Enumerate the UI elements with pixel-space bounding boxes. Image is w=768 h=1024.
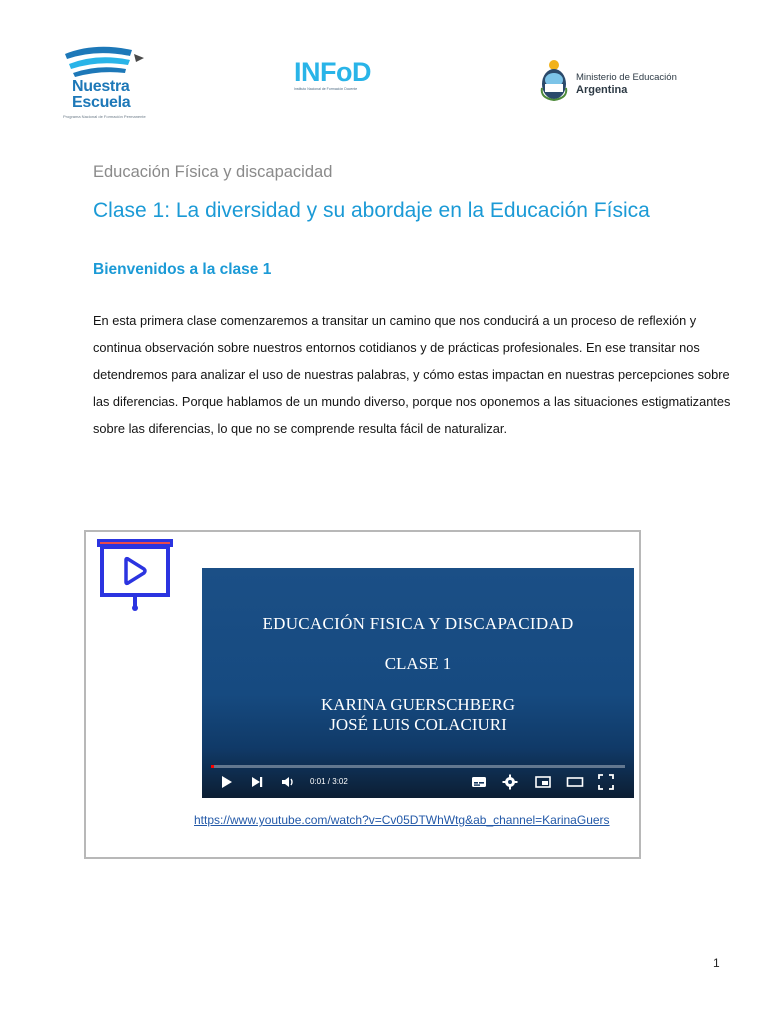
video-progress-bar[interactable] <box>211 765 625 768</box>
ministerio-country: Argentina <box>576 84 628 96</box>
course-title: Educación Física y discapacidad <box>93 163 333 181</box>
ministerio-logo <box>538 58 688 104</box>
miniplayer-icon[interactable] <box>534 773 552 791</box>
nuestra-escuela-word2: Escuela <box>72 94 131 111</box>
nuestra-escuela-tagline: Programa Nacional de Formación Permanente <box>63 114 146 119</box>
nuestra-escuela-logo <box>60 42 170 120</box>
settings-gear-icon[interactable] <box>501 773 519 791</box>
section-heading: Bienvenidos a la clase 1 <box>93 261 272 278</box>
video-presentation-icon <box>96 536 174 612</box>
video-player[interactable] <box>202 568 634 798</box>
video-title-line2: CLASE 1 <box>384 654 452 673</box>
infod-logo <box>294 58 394 98</box>
infod-name: INFoD <box>294 57 371 87</box>
video-box <box>84 530 641 859</box>
nuestra-escuela-arcs-icon <box>60 42 150 78</box>
argentina-coat-of-arms-icon <box>538 58 570 102</box>
video-author1: KARINA GUERSCHBERG <box>320 695 516 714</box>
ministerio-name: Ministerio de Educación <box>576 72 677 83</box>
fullscreen-icon[interactable] <box>597 773 615 791</box>
infod-tagline: Instituto Nacional de Formación Docente <box>294 87 358 91</box>
page-number: 1 <box>713 956 720 970</box>
video-progress-fill <box>211 765 214 768</box>
youtube-link[interactable]: https://www.youtube.com/watch?v=Cv05DTWhWtg&ab_channel=KarinaGuers <box>194 813 610 827</box>
video-title-line1: EDUCACIÓN FISICA Y DISCAPACIDAD <box>262 614 574 633</box>
intro-paragraph: En esta primera clase comenzaremos a transitar un camino que nos conducirá a un proceso de reflexión y continua observación sobre nuestros entornos cotidianos y de prácticas profesionales. En ese transitar nos detendremos para analizar el uso de nuestras palabras, y cómo estas impactan en nuestras percepciones sobre las diferencias. Porque hablamos de un mundo diverso, porque nos oponemos a las situaciones estigmatizantes sobre las diferencias, lo que no se comprende resulta fácil de naturalizar. <box>93 313 731 436</box>
video-time: 0:01 / 3:02 <box>310 777 348 786</box>
theater-mode-icon[interactable] <box>566 773 584 791</box>
subtitles-icon[interactable] <box>470 773 488 791</box>
nuestra-escuela-word1: Nuestra <box>72 78 130 95</box>
class-title: Clase 1: La diversidad y su abordaje en la Educación Física <box>93 199 650 222</box>
next-icon[interactable] <box>248 773 266 791</box>
volume-icon[interactable] <box>279 773 297 791</box>
video-author2: JOSÉ LUIS COLACIURI <box>329 715 507 734</box>
play-icon[interactable] <box>217 773 235 791</box>
